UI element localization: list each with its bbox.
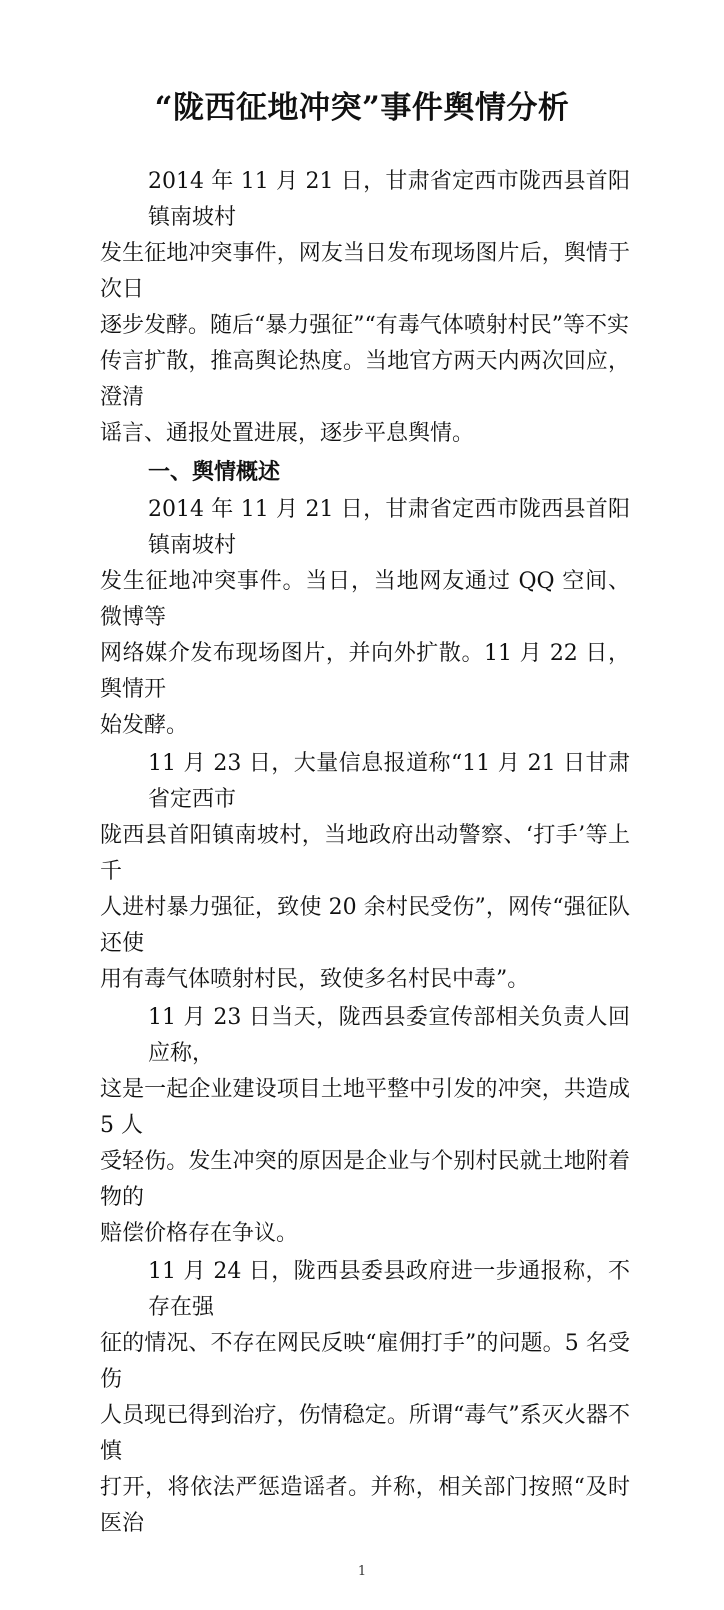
paragraph bbox=[100, 492, 630, 744]
text-line: 始发酵。 bbox=[100, 713, 189, 738]
text-line: 谣言、通报处置进展，逐步平息舆情。 bbox=[100, 421, 475, 446]
text-line: 一、舆情概述 bbox=[148, 459, 281, 485]
document-body bbox=[100, 164, 630, 1542]
text-line: 11 月 24 日，陇西县委县政府进一步通报称，不存在强 bbox=[148, 1259, 630, 1320]
text-line: 这是一起企业建设项目土地平整中引发的冲突，共造成 5 人 bbox=[100, 1077, 630, 1138]
text-line: 用有毒气体喷射村民，致使多名村民中毒”。 bbox=[100, 967, 530, 992]
text-line: 发生征地冲突事件。当日，当地网友通过 QQ 空间、微博等 bbox=[100, 569, 630, 630]
paragraph bbox=[100, 164, 630, 452]
text-line: 2014 年 11 月 21 日，甘肃省定西市陇西县首阳镇南坡村 bbox=[148, 497, 630, 558]
text-line: 网络媒介发布现场图片，并向外扩散。11 月 22 日，舆情开 bbox=[100, 641, 630, 702]
text-line: 征的情况、不存在网民反映“雇佣打手”的问题。5 名受伤 bbox=[100, 1331, 630, 1392]
text-line: 人员现已得到治疗，伤情稳定。所谓“毒气”系灭火器不慎 bbox=[100, 1403, 630, 1464]
section-heading bbox=[100, 454, 630, 490]
text-line: 赔偿价格存在争议。 bbox=[100, 1221, 299, 1246]
text-line: 11 月 23 日，大量信息报道称“11 月 21 日甘肃省定西市 bbox=[148, 751, 630, 812]
text-line: 打开，将依法严惩造谣者。并称，相关部门按照“及时医治 bbox=[100, 1475, 630, 1536]
text-line: 逐步发酵。随后“暴力强征”“有毒气体喷射村民”等不实 bbox=[100, 313, 629, 338]
text-line: 人进村暴力强征，致使 20 余村民受伤”，网传“强征队还使 bbox=[100, 895, 630, 956]
text-line: 受轻伤。发生冲突的原因是企业与个别村民就土地附着物的 bbox=[100, 1149, 630, 1210]
text-line: 陇西县首阳镇南坡村，当地政府出动警察、‘打手’等上千 bbox=[100, 823, 630, 884]
paragraph bbox=[100, 746, 630, 998]
page-number: 1 bbox=[357, 1564, 367, 1579]
paragraph bbox=[100, 1000, 630, 1252]
text-line: 传言扩散，推高舆论热度。当地官方两天内两次回应，澄清 bbox=[100, 349, 630, 410]
document-title: “陇西征地冲突”事件舆情分析 bbox=[154, 90, 570, 126]
text-line: 11 月 23 日当天，陇西县委宣传部相关负责人回应称， bbox=[148, 1005, 630, 1066]
text-line: 发生征地冲突事件，网友当日发布现场图片后，舆情于次日 bbox=[100, 241, 630, 302]
text-line: 2014 年 11 月 21 日，甘肃省定西市陇西县首阳镇南坡村 bbox=[148, 169, 630, 230]
paragraph bbox=[100, 1254, 630, 1542]
